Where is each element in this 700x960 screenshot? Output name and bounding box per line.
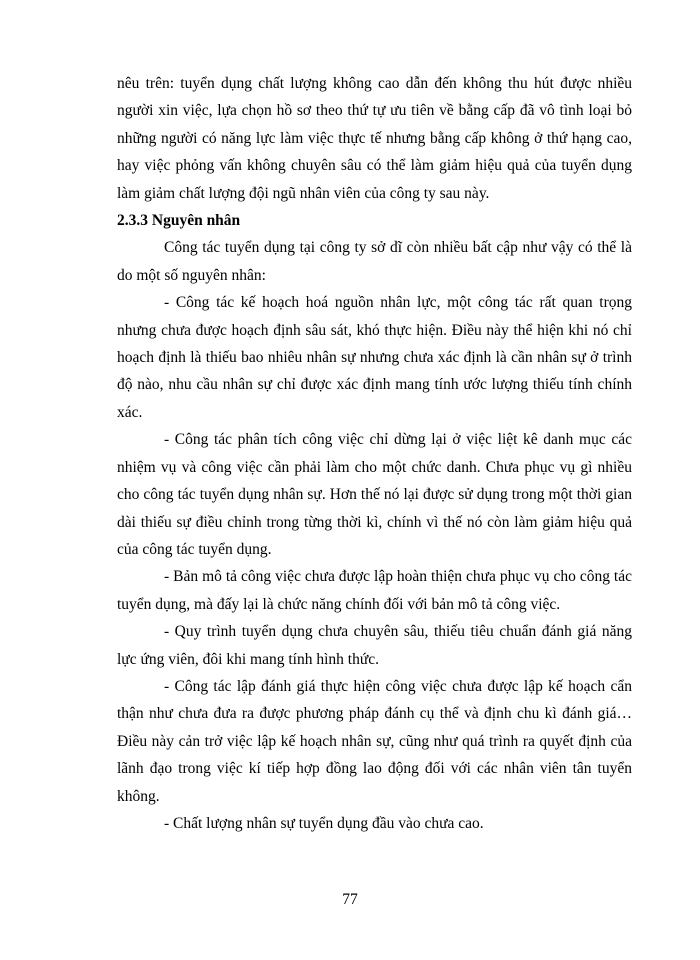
cause-paragraph-1: - Công tác kế hoạch hoá nguồn nhân lực, một công tác rất quan trọng nhưng chưa được hoạch định sâu sát, khó thực hiện. Điều này thể hiện khi nó chỉ hoạch định là thiếu bao nhiêu nhân sự nhưng chưa xác định là cần nhân sự ở trình độ nào, nhu cầu nhân sự chỉ được xác định mang tính ước lượng thiếu tính chính xác.	[117, 294, 632, 421]
intro-paragraph: nêu trên: tuyển dụng chất lượng không cao dẫn đến không thu hút được nhiều người xin việc, lựa chọn hồ sơ theo thứ tự ưu tiên về bằng cấp đã vô tình loại bỏ những người có năng lực làm việc thực tế nhưng bằng cấp không ở thứ hạng cao, hay việc phỏng vấn không chuyên sâu có thể làm giảm hiệu quả của tuyển dụng làm giảm chất lượng đội ngũ nhân viên của công ty sau này.	[117, 75, 632, 202]
cause-paragraph-6: - Chất lượng nhân sự tuyển dụng đầu vào chưa cao.	[164, 814, 484, 832]
page-number: 77	[342, 891, 358, 908]
lead-paragraph: Công tác tuyển dụng tại công ty sở dĩ còn nhiều bất cập như vậy có thể là do một số nguyên nhân:	[117, 239, 632, 284]
section-heading: 2.3.3 Nguyên nhân	[117, 212, 241, 230]
cause-paragraph-2: - Công tác phân tích công việc chỉ dừng lại ở việc liệt kê danh mục các nhiệm vụ và công việc cần phải làm cho một chức danh. Chưa phục vụ gì nhiều cho công tác tuyển dụng nhân sự. Hơn thế nó lại được sử dụng trong một thời gian dài thiếu sự điều chỉnh trong từng thời kì, chính vì thế nó còn làm giảm hiệu quả của công tác tuyển dụng.	[117, 431, 632, 558]
cause-paragraph-5: - Công tác lập đánh giá thực hiện công việc chưa được lập kế hoạch cẩn thận như chưa đưa ra được phương pháp đánh cụ thể và định chu kì đánh giá… Điều này cản trở việc lập kế hoạch nhân sự, cũng như quá trình ra quyết định của lãnh đạo trong việc kí tiếp hợp đồng lao động đối với các nhân viên tân tuyển không.	[117, 677, 632, 805]
cause-paragraph-4: - Quy trình tuyển dụng chưa chuyên sâu, thiếu tiêu chuẩn đánh giá năng lực ứng viên, đôi khi mang tính hình thức.	[117, 623, 632, 668]
document-page	[117, 70, 632, 837]
cause-paragraph-3: - Bản mô tả công việc chưa được lập hoàn thiện chưa phục vụ cho công tác tuyển dụng, mà đấy lại là chức năng chính đối với bản mô tả công việc.	[117, 568, 632, 613]
